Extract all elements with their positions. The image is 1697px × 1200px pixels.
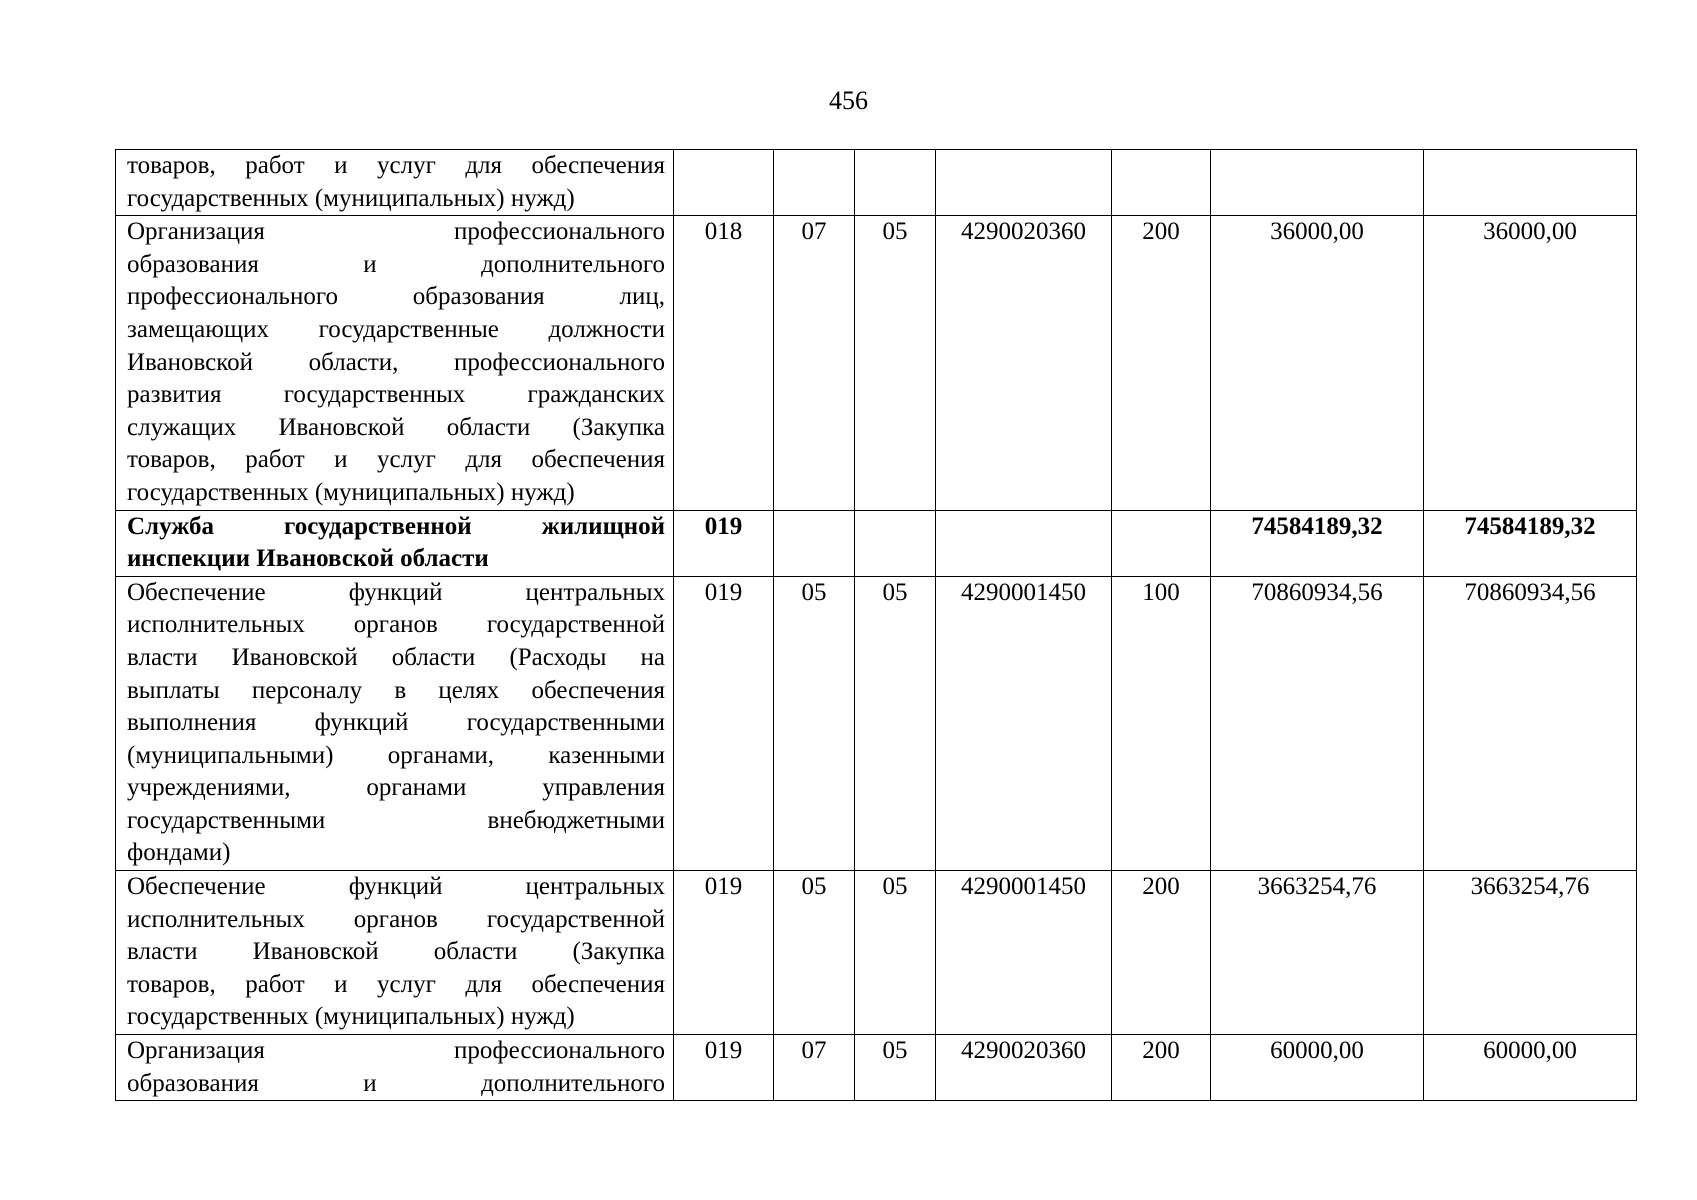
page-number: 456 — [829, 86, 868, 115]
row-name-cell — [116, 510, 674, 576]
sum1-cell: 60000,00 — [1211, 1035, 1424, 1101]
name-line: государственных (муниципальных) нужд) — [127, 478, 575, 506]
vr-cell: 200 — [1112, 216, 1211, 510]
sum2-cell: 3663254,76 — [1424, 871, 1637, 1035]
rz-cell — [774, 510, 855, 576]
csr-cell — [936, 150, 1112, 216]
rz-cell: 05 — [774, 576, 855, 870]
name-line: развития государственных гражданских — [127, 381, 665, 409]
name-line: (муниципальными) органами, казенными — [127, 741, 665, 769]
csr-cell: 4290020360 — [936, 216, 1112, 510]
budget-table — [115, 149, 1637, 1101]
sum1-cell: 70860934,56 — [1211, 576, 1424, 870]
name-line: государственных (муниципальных) нужд) — [127, 184, 575, 212]
row-name-cell — [116, 576, 674, 870]
name-line: государственных (муниципальных) нужд) — [127, 1003, 575, 1031]
row-name-cell — [116, 1035, 674, 1101]
csr-cell — [936, 510, 1112, 576]
name-line: Организация профессионального — [127, 218, 665, 246]
name-line: замещающих государственные должности — [127, 315, 665, 343]
pr-cell: 05 — [855, 216, 936, 510]
name-line: власти Ивановской области (Расходы на — [127, 643, 665, 671]
row-name-cell — [116, 216, 674, 510]
table-row — [116, 871, 1637, 1035]
table-row — [116, 216, 1637, 510]
name-line: Обеспечение функций центральных — [127, 578, 665, 606]
name-line: исполнительных органов государственной — [127, 905, 665, 933]
gl-cell: 019 — [674, 871, 774, 1035]
vr-cell — [1112, 150, 1211, 216]
name-line: образования и дополнительного — [127, 250, 665, 278]
rz-cell — [774, 150, 855, 216]
name-line: служащих Ивановской области (Закупка — [127, 413, 665, 441]
name-line: учреждениями, органами управления — [127, 774, 665, 802]
name-line: Служба государственной жилищной — [127, 512, 665, 540]
pr-cell: 05 — [855, 1035, 936, 1101]
gl-cell: 019 — [674, 576, 774, 870]
gl-cell: 019 — [674, 510, 774, 576]
row-name-cell — [116, 871, 674, 1035]
pr-cell: 05 — [855, 871, 936, 1035]
pr-cell — [855, 150, 936, 216]
name-line: образования и дополнительного — [127, 1069, 665, 1097]
sum1-cell — [1211, 150, 1424, 216]
sum1-cell: 74584189,32 — [1211, 510, 1424, 576]
table-row — [116, 1035, 1637, 1101]
sum1-cell: 36000,00 — [1211, 216, 1424, 510]
name-line: профессионального образования лиц, — [127, 283, 665, 311]
sum2-cell: 36000,00 — [1424, 216, 1637, 510]
name-line: товаров, работ и услуг для обеспечения — [127, 970, 665, 998]
name-line: фондами) — [127, 839, 231, 867]
name-line: Ивановской области, профессионального — [127, 348, 665, 376]
name-line: Организация профессионального — [127, 1037, 665, 1065]
table-row — [116, 576, 1637, 870]
name-line: инспекции Ивановской области — [127, 545, 489, 573]
table-row — [116, 150, 1637, 216]
name-line: Обеспечение функций центральных — [127, 873, 665, 901]
pr-cell — [855, 510, 936, 576]
gl-cell: 019 — [674, 1035, 774, 1101]
vr-cell: 200 — [1112, 871, 1211, 1035]
sum2-cell: 74584189,32 — [1424, 510, 1637, 576]
name-line: выплаты персоналу в целях обеспечения — [127, 676, 665, 704]
csr-cell: 4290020360 — [936, 1035, 1112, 1101]
vr-cell: 100 — [1112, 576, 1211, 870]
csr-cell: 4290001450 — [936, 871, 1112, 1035]
sum2-cell: 60000,00 — [1424, 1035, 1637, 1101]
table-row — [116, 510, 1637, 576]
sum1-cell: 3663254,76 — [1211, 871, 1424, 1035]
rz-cell: 07 — [774, 1035, 855, 1101]
rz-cell: 05 — [774, 871, 855, 1035]
name-line: выполнения функций государственными — [127, 709, 665, 737]
gl-cell — [674, 150, 774, 216]
vr-cell — [1112, 510, 1211, 576]
csr-cell: 4290001450 — [936, 576, 1112, 870]
name-line: государственными внебюджетными — [127, 806, 665, 834]
sum2-cell: 70860934,56 — [1424, 576, 1637, 870]
name-line: товаров, работ и услуг для обеспечения — [127, 152, 665, 179]
row-name-cell — [116, 150, 674, 216]
rz-cell: 07 — [774, 216, 855, 510]
name-line: исполнительных органов государственной — [127, 611, 665, 639]
pr-cell: 05 — [855, 576, 936, 870]
sum2-cell — [1424, 150, 1637, 216]
gl-cell: 018 — [674, 216, 774, 510]
name-line: власти Ивановской области (Закупка — [127, 938, 665, 966]
name-line: товаров, работ и услуг для обеспечения — [127, 446, 665, 474]
vr-cell: 200 — [1112, 1035, 1211, 1101]
